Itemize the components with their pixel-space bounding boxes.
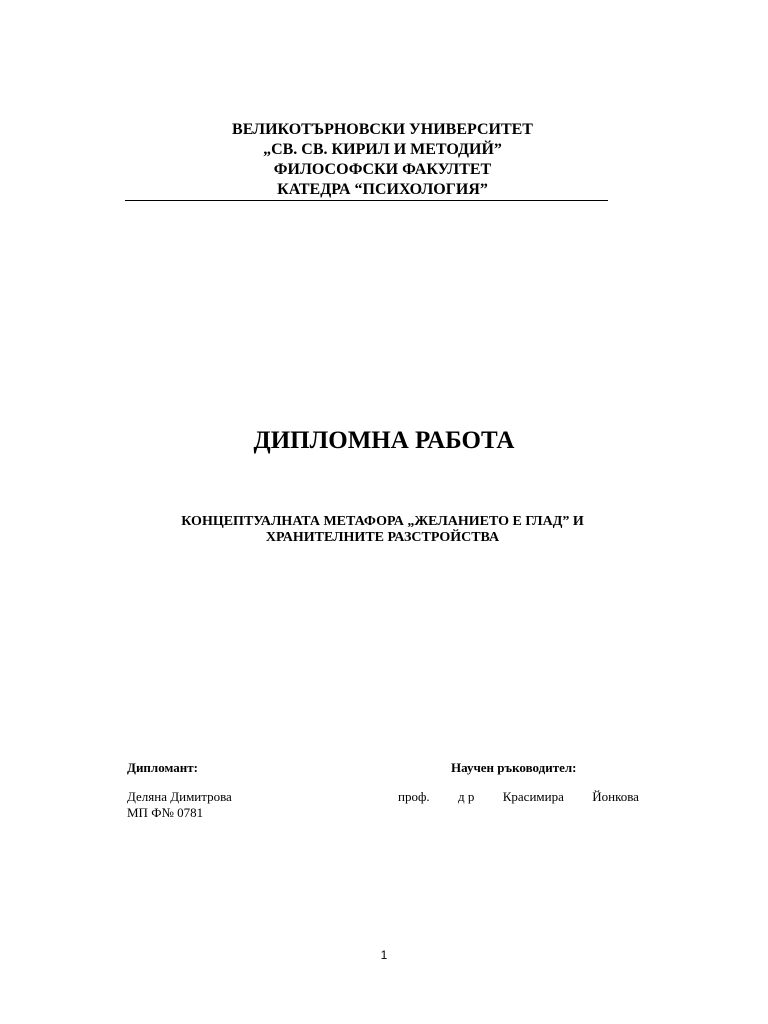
thesis-title xyxy=(120,514,645,546)
supervisor-label: Научен ръководител: xyxy=(451,760,577,775)
header-divider xyxy=(125,200,608,201)
university-header xyxy=(100,120,665,200)
supervisor-degree: д р xyxy=(458,789,475,804)
student-name: Деляна Димитрова xyxy=(127,789,232,804)
faculty-name: ФИЛОСОФСКИ ФАКУЛТЕТ xyxy=(273,161,492,178)
thesis-title-line-1: КОНЦЕПТУАЛНАТА МЕТАФОРА „ЖЕЛАНИЕТО Е ГЛАД” И xyxy=(181,514,584,529)
document-type-heading: ДИПЛОМНА РАБОТА xyxy=(253,427,515,454)
supervisor-name xyxy=(398,789,639,805)
university-patron: „СВ. СВ. КИРИЛ И МЕТОДИЙ” xyxy=(263,141,502,158)
department-name: КАТЕДРА “ПСИХОЛОГИЯ” xyxy=(277,181,488,198)
university-name: ВЕЛИКОТЪРНОВСКИ УНИВЕРСИТЕТ xyxy=(232,121,533,138)
supervisor-title: проф. xyxy=(398,789,430,804)
page-number: 1 xyxy=(380,948,388,962)
student-id: МП Ф№ 0781 xyxy=(127,805,204,820)
thesis-title-line-2: ХРАНИТЕЛНИТЕ РАЗСТРОЙСТВА xyxy=(265,530,500,545)
supervisor-last-name: Йонкова xyxy=(592,789,639,804)
student-label: Дипломант: xyxy=(127,760,198,775)
supervisor-first-name: Красимира xyxy=(502,789,564,804)
